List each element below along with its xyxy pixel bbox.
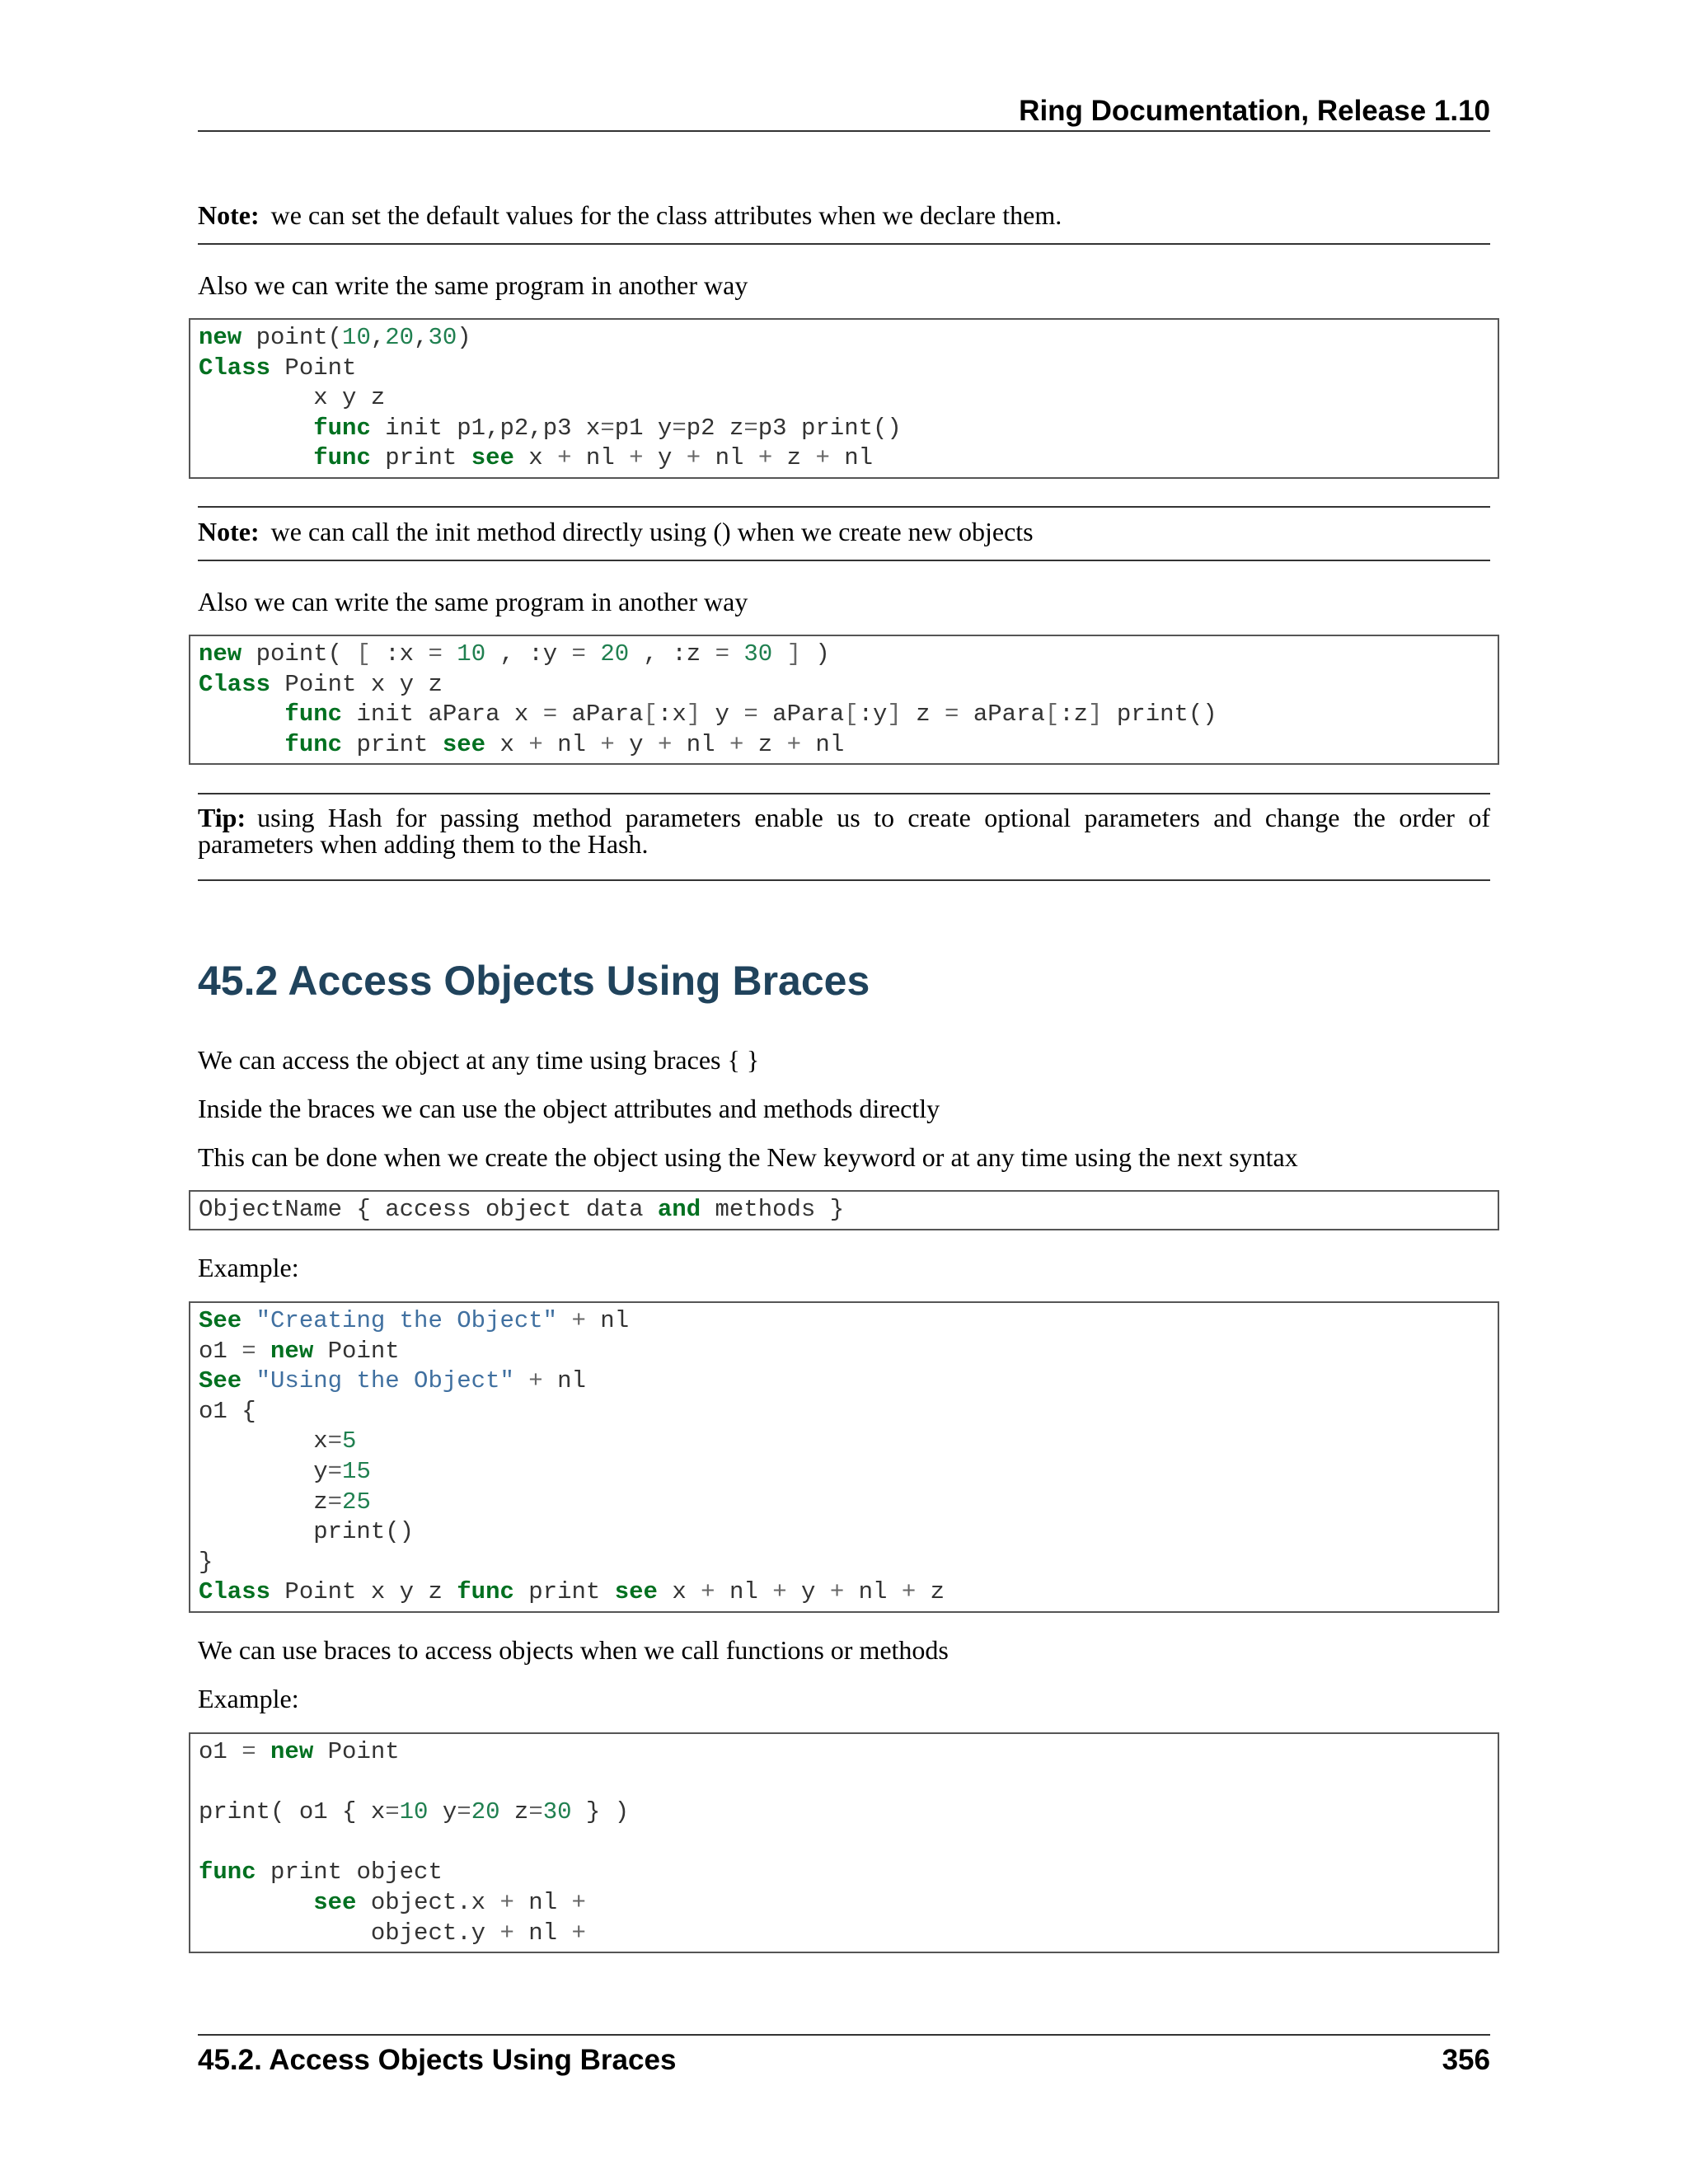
code-token: = [600, 414, 615, 442]
code-token: aPara [757, 701, 845, 729]
code-token: print [370, 444, 471, 472]
code-token: z [772, 444, 816, 472]
code-token: aPara [557, 701, 644, 729]
code-token: = [571, 640, 586, 668]
code-token: y [643, 444, 687, 472]
code-token: func [284, 701, 343, 729]
paragraph-example-label-2: Example: [198, 1684, 299, 1713]
code-token: = [457, 1798, 471, 1826]
code-token: p1 y [614, 414, 673, 442]
code-token: y [701, 701, 744, 729]
code-token: = [241, 1337, 256, 1365]
paragraph-braces-intro: We can access the object at any time using braces { } [198, 1045, 760, 1075]
code-token: z [916, 1578, 945, 1606]
code-token: methods } [701, 1196, 845, 1223]
code-token: x y z [199, 384, 386, 412]
code-token: z [743, 730, 787, 758]
code-token: :y [858, 701, 888, 729]
code-token: 10 [399, 1798, 429, 1826]
tip-text: using Hash for passing method parameters enable us to create optional parameters and change the order of parameters when adding them to the Hash. [198, 803, 1490, 859]
code-token: = [327, 1457, 343, 1485]
code-token: + [757, 444, 773, 472]
code-token: , :z [629, 640, 715, 668]
code-token: func [199, 1858, 256, 1886]
code-token: + [499, 1919, 514, 1947]
code-line [199, 1337, 1489, 1367]
code-token: nl [585, 1307, 630, 1334]
code-token: = [327, 1427, 343, 1455]
code-token: 5 [342, 1427, 357, 1455]
code-token: + [528, 1367, 543, 1395]
code-token: new [199, 640, 242, 668]
code-token: point( [241, 324, 343, 351]
code-token: func [313, 414, 371, 442]
code-token: "Using the Object" [256, 1367, 514, 1395]
code-line [199, 700, 1489, 730]
code-line [199, 1737, 1489, 1768]
code-token: + [499, 1888, 514, 1916]
code-token: nl [513, 1919, 572, 1947]
code-token: print() [1102, 701, 1217, 729]
code-token: 30 [743, 640, 773, 668]
code-token: = [743, 414, 758, 442]
code-token: Point x y z [270, 1578, 457, 1606]
code-token [256, 1338, 270, 1365]
code-block-braces-example [189, 1301, 1499, 1613]
code-line [199, 640, 1489, 670]
code-token: Point [270, 354, 357, 382]
code-line [199, 323, 1489, 354]
code-token: + [701, 1578, 715, 1606]
page-number: 356 [1442, 2044, 1490, 2076]
code-token: 20 [471, 1798, 500, 1826]
code-line [199, 1858, 1489, 1888]
paragraph-braces-functions: We can use braces to access objects when we call functions or methods [198, 1635, 949, 1665]
code-token: [ [356, 640, 371, 668]
code-token: and [657, 1196, 701, 1223]
code-token: + [571, 1307, 586, 1334]
code-token: y [428, 1798, 457, 1826]
code-token: see [442, 730, 486, 758]
code-token: + [600, 730, 615, 758]
page-header [198, 92, 1490, 132]
code-token: = [528, 1798, 543, 1826]
code-token: = [428, 640, 443, 668]
code-token: See [199, 1367, 242, 1395]
code-token: 20 [600, 640, 630, 668]
code-token: See [199, 1307, 242, 1334]
code-token: ) [801, 640, 830, 668]
code-token: Class [199, 354, 271, 382]
divider [198, 243, 1490, 245]
code-token: :x [657, 701, 687, 729]
code-token: object.x [356, 1888, 500, 1916]
code-line [199, 1797, 1489, 1828]
code-token: = [327, 1488, 343, 1516]
code-line [199, 1828, 1489, 1858]
code-token: = [385, 1798, 400, 1826]
code-token [199, 731, 284, 758]
code-token: Point [313, 1738, 400, 1765]
code-token: + [901, 1578, 917, 1606]
code-line [199, 354, 1489, 384]
code-token: :z [1059, 701, 1089, 729]
code-token: , [370, 324, 386, 351]
code-token: + [528, 730, 543, 758]
code-token [514, 1367, 528, 1394]
code-token: 10 [457, 640, 486, 668]
code-token [241, 1307, 256, 1334]
code-token: nl [672, 730, 729, 758]
code-line [199, 730, 1489, 761]
code-token: ] [786, 640, 802, 668]
code-token: "Creating the Object" [256, 1307, 558, 1334]
code-token: aPara [959, 701, 1045, 729]
divider [198, 879, 1490, 881]
code-token: + [629, 444, 644, 472]
code-token: x [657, 1578, 701, 1606]
code-token: nl [829, 444, 874, 472]
paragraph-another-way-2: Also we can write the same program in another way [198, 587, 748, 616]
code-token: new [270, 1738, 314, 1765]
code-token: = [743, 701, 758, 729]
code-token: + [571, 1888, 586, 1916]
code-token [199, 444, 313, 471]
code-line [199, 1488, 1489, 1518]
note-label: Note: [198, 200, 260, 230]
code-line [199, 1427, 1489, 1457]
code-token: ObjectName { access object data [199, 1196, 658, 1223]
code-token [729, 640, 743, 668]
divider [198, 560, 1490, 561]
code-token: + [772, 1578, 787, 1606]
code-token: [ [1044, 701, 1060, 729]
code-token: new [199, 324, 242, 351]
code-token: ] [686, 701, 701, 729]
code-token: func [457, 1578, 514, 1606]
code-token: x [513, 444, 558, 472]
code-line [199, 443, 1489, 474]
note-default-values [198, 201, 1490, 229]
code-token: + [786, 730, 802, 758]
divider [198, 506, 1490, 508]
code-token: ) [457, 324, 471, 351]
code-line [199, 1577, 1489, 1608]
code-line [199, 670, 1489, 701]
code-token: nl [801, 730, 845, 758]
code-token: print [342, 730, 443, 758]
code-token: = [715, 640, 729, 668]
code-block-syntax [189, 1190, 1499, 1230]
code-token: x [485, 730, 529, 758]
code-token: z [499, 1798, 529, 1826]
code-token: nl [715, 1578, 773, 1606]
code-token: [ [844, 701, 859, 729]
code-token [199, 1889, 313, 1916]
code-line [199, 1888, 1489, 1919]
code-token: print( o1 { x [199, 1798, 386, 1826]
code-token [241, 1367, 256, 1394]
code-token: 15 [342, 1457, 371, 1485]
code-token: nl [844, 1578, 902, 1606]
code-token: 30 [428, 324, 457, 351]
tip-hash-parameters [198, 804, 1490, 857]
section-heading: 45.2 Access Objects Using Braces [198, 958, 870, 1004]
code-token: x [199, 1427, 328, 1455]
code-token [199, 415, 313, 442]
code-token: o1 [199, 1738, 242, 1765]
code-token: p3 print() [757, 414, 902, 442]
code-token: 20 [385, 324, 415, 351]
code-token: init p1,p2,p3 x [370, 414, 601, 442]
code-token: = [241, 1738, 256, 1765]
note-label: Note: [198, 517, 260, 546]
code-block-hash-example [189, 635, 1499, 765]
code-token: nl [542, 730, 601, 758]
footer-section: 45.2. Access Objects Using Braces [198, 2044, 677, 2076]
code-token: [ [643, 701, 658, 729]
code-line [199, 1195, 1489, 1226]
code-token: , :y [485, 640, 572, 668]
code-token: :x [370, 640, 429, 668]
page-footer [198, 2034, 1490, 2085]
code-token [557, 1307, 571, 1334]
code-token: + [557, 444, 572, 472]
code-token: Point x y z [270, 670, 443, 698]
code-line [199, 1397, 1489, 1427]
paragraph-braces-syntax: This can be done when we create the object using the New keyword or at any time using the next syntax [198, 1142, 1298, 1172]
code-token [199, 701, 284, 728]
code-token: print object [256, 1858, 443, 1886]
code-line [199, 383, 1489, 414]
code-token: nl [542, 1367, 586, 1395]
code-token [586, 640, 600, 668]
note-init-method [198, 518, 1490, 546]
code-token: see [471, 444, 514, 472]
code-token [256, 1738, 270, 1765]
note-text: we can call the init method directly using () when we create new objects [270, 517, 1034, 546]
code-token: o1 { [199, 1397, 256, 1425]
note-text: we can set the default values for the class attributes when we declare them. [270, 200, 1062, 230]
paragraph-another-way-1: Also we can write the same program in another way [198, 270, 748, 300]
tip-label: Tip: [198, 803, 246, 832]
code-token: = [945, 701, 959, 729]
code-line [199, 1306, 1489, 1337]
code-line [199, 414, 1489, 444]
code-token: print() [199, 1518, 415, 1546]
code-line [199, 1768, 1489, 1798]
code-token: 10 [342, 324, 371, 351]
code-line [199, 1517, 1489, 1548]
code-token: + [686, 444, 701, 472]
paragraph-braces-inside: Inside the braces we can use the object attributes and methods directly [198, 1094, 940, 1123]
code-token: o1 [199, 1337, 242, 1365]
code-token: func [313, 444, 371, 472]
code-block-init-example [189, 318, 1499, 479]
code-token: see [614, 1578, 658, 1606]
code-token: y [614, 730, 658, 758]
code-token: y [199, 1457, 328, 1485]
code-token: ] [1088, 701, 1103, 729]
code-token [772, 640, 786, 668]
header-title: Ring Documentation, Release 1.10 [1019, 95, 1490, 127]
code-token: init aPara x [342, 701, 543, 729]
code-line [199, 1919, 1489, 1949]
code-token: see [313, 1888, 357, 1916]
code-token: nl [701, 444, 758, 472]
code-token: + [829, 1578, 845, 1606]
code-line [199, 1548, 1489, 1578]
code-token: z [199, 1488, 328, 1516]
code-line [199, 1457, 1489, 1488]
code-token: = [542, 701, 558, 729]
code-token: + [571, 1919, 586, 1947]
code-token: } ) [571, 1798, 630, 1826]
code-token: p2 z [686, 414, 744, 442]
code-token: object.y [199, 1919, 500, 1947]
code-token: , [414, 324, 429, 351]
code-token: Class [199, 1578, 271, 1606]
code-token [443, 640, 457, 668]
code-token: } [199, 1548, 213, 1576]
code-token: z [901, 701, 945, 729]
paragraph-example-label: Example: [198, 1253, 299, 1282]
code-token: Point [313, 1337, 400, 1365]
code-token: y [786, 1578, 830, 1606]
code-block-function-example [189, 1732, 1499, 1953]
code-token: ] [887, 701, 902, 729]
code-token: func [284, 730, 343, 758]
code-token: + [729, 730, 744, 758]
code-token: print [513, 1578, 615, 1606]
code-token: + [657, 730, 673, 758]
code-token: + [815, 444, 830, 472]
code-token: 30 [542, 1798, 572, 1826]
code-token: point( [241, 640, 357, 668]
divider [198, 793, 1490, 794]
code-token: nl [513, 1888, 572, 1916]
code-token: nl [571, 444, 630, 472]
code-token: 25 [342, 1488, 371, 1516]
code-token: = [672, 414, 687, 442]
code-line [199, 1366, 1489, 1397]
code-token: new [270, 1337, 314, 1365]
code-token: Class [199, 670, 271, 698]
